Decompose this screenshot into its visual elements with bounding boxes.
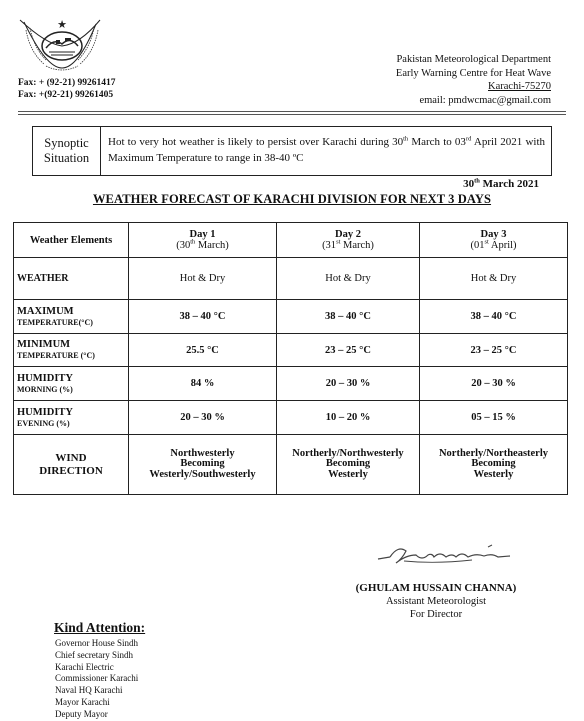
row-label-sub: TEMPERATURE(°C) (17, 317, 93, 327)
wind-line: Becoming (180, 458, 225, 470)
header-day-1 (129, 223, 277, 258)
table-row (14, 334, 568, 367)
day-name: Day 1 (189, 229, 216, 240)
dept-name: Pakistan Meteorological Department (396, 54, 551, 65)
list-item: Karachi Electric (55, 661, 114, 672)
table-cell: 38 – 40 °C (129, 300, 277, 334)
fax-line: Fax: + (92-21) 99261417 (18, 78, 116, 88)
table-cell: 23 – 25 °C (420, 334, 568, 367)
date-day: 30 (463, 178, 475, 190)
wind-line: Northerly/Northwesterly (292, 447, 404, 459)
wind-line: Becoming (325, 458, 371, 470)
synoptic-label-line: Situation (43, 151, 90, 165)
table-cell: 84 % (129, 367, 277, 401)
date-month-year: March 2021 (479, 178, 539, 190)
day-date: March) (340, 240, 374, 251)
ordinal-suffix: th (474, 177, 480, 185)
day-date: (30 (176, 240, 191, 251)
table-cell: 05 – 15 % (420, 401, 568, 435)
day-name: Day 3 (480, 229, 507, 240)
header-weather-elements: Weather Elements (14, 223, 129, 258)
synoptic-text-part: Hot to very hot weather is likely to persist over Karachi during 30 (108, 136, 404, 148)
table-cell (277, 435, 420, 495)
fax-line: Fax: +(92-21) 99261405 (18, 90, 114, 100)
dept-city: Karachi-75270 (488, 81, 551, 92)
wind-line: Westerly (473, 468, 514, 480)
day-date: March) (195, 240, 229, 251)
ordinal-suffix: th (190, 238, 196, 246)
table-cell: 10 – 20 % (277, 401, 420, 435)
row-label-max-temp (14, 300, 129, 334)
ordinal-suffix: th (403, 135, 409, 143)
table-cell: 38 – 40 °C (277, 300, 420, 334)
kind-attention-title: Kind Attention: (54, 620, 146, 635)
row-label-sub: EVENING (%) (17, 418, 70, 428)
table-row (14, 300, 568, 334)
svg-text:★: ★ (57, 19, 67, 31)
ordinal-suffix: st (484, 238, 489, 246)
wind-line: Northerly/Northeasterly (438, 447, 549, 459)
synoptic-text-part: March to 03 (408, 136, 466, 148)
list-item: Chief secretary Sindh (55, 649, 133, 660)
table-header-row (14, 223, 568, 258)
row-label-line: MAXIMUM (17, 305, 74, 317)
wind-line: Becoming (471, 458, 516, 470)
table-cell: Hot & Dry (420, 258, 568, 300)
table-cell: 20 – 30 % (129, 401, 277, 435)
row-label-line: HUMIDITY (17, 406, 74, 418)
table-cell: 25.5 °C (129, 334, 277, 367)
kind-attention-list (55, 638, 138, 721)
issue-date (463, 178, 539, 190)
dept-email: email: pmdwcmac@gmail.com (419, 94, 551, 106)
header-day-2 (277, 223, 420, 258)
row-label-humidity-morning (14, 367, 129, 401)
pmd-logo (16, 16, 102, 76)
header-divider (18, 111, 566, 112)
table-cell: 38 – 40 °C (420, 300, 568, 334)
table-cell: Hot & Dry (129, 258, 277, 300)
list-item: Naval HQ Karachi (55, 685, 123, 696)
signatory-name: (GHULAM HUSSAIN CHANNA) (355, 582, 517, 594)
synoptic-box (32, 126, 552, 176)
signatory-designation: Assistant Meteorologist (385, 596, 487, 607)
header-divider (18, 114, 566, 115)
table-row (14, 401, 568, 435)
list-item: Deputy Mayor (55, 708, 108, 719)
ordinal-suffix: st (336, 238, 341, 246)
synoptic-label (33, 127, 101, 175)
table-row (14, 258, 568, 300)
wind-line: Westerly (328, 468, 368, 480)
signature (376, 541, 516, 573)
table-cell (129, 435, 277, 495)
table-cell: 20 – 30 % (277, 367, 420, 401)
day-name: Day 2 (335, 229, 361, 240)
table-cell: 20 – 30 % (420, 367, 568, 401)
row-label-humidity-evening (14, 401, 129, 435)
list-item: Governor House Sindh (55, 638, 138, 648)
row-label-weather: WEATHER (14, 258, 129, 300)
row-label-line: HUMIDITY (17, 372, 74, 384)
list-item: Mayor Karachi (55, 696, 110, 707)
ordinal-suffix: rd (465, 135, 472, 143)
day-date: (31 (322, 240, 337, 251)
table-cell: Hot & Dry (277, 258, 420, 300)
row-label-line: MINIMUM (17, 339, 71, 350)
wind-line: Northwesterly (170, 447, 235, 459)
header-day-3 (420, 223, 568, 258)
forecast-title: WEATHER FORECAST OF KARACHI DIVISION FOR NEXT 3 DAYS (92, 192, 492, 206)
synoptic-label-line: Synoptic (44, 136, 89, 150)
department-address (396, 53, 551, 107)
synoptic-text-part: April 2021 with Maximum Temperature to range in 38-40 ºC (108, 136, 546, 164)
day-date: April) (488, 240, 517, 251)
row-label-sub: MORNING (%) (17, 384, 73, 394)
list-item: Commissioner Karachi (55, 673, 139, 684)
day-date: (01 (470, 240, 485, 251)
fax-numbers (18, 77, 116, 101)
row-label-wind-direction (14, 435, 129, 495)
table-row (14, 367, 568, 401)
synoptic-text (101, 127, 551, 175)
forecast-table (13, 222, 568, 495)
table-cell (420, 435, 568, 495)
table-cell: 23 – 25 °C (277, 334, 420, 367)
wind-line: Westerly/Southwesterly (149, 468, 256, 480)
table-row (14, 435, 568, 495)
row-label-min-temp (14, 334, 129, 367)
row-label-line: WIND (55, 451, 87, 464)
signatory-for: For Director (409, 609, 463, 620)
row-label-sub: TEMPERATURE (°C) (17, 351, 95, 360)
row-label-line: DIRECTION (39, 464, 103, 477)
dept-centre: Early Warning Centre for Heat Wave (395, 67, 551, 79)
